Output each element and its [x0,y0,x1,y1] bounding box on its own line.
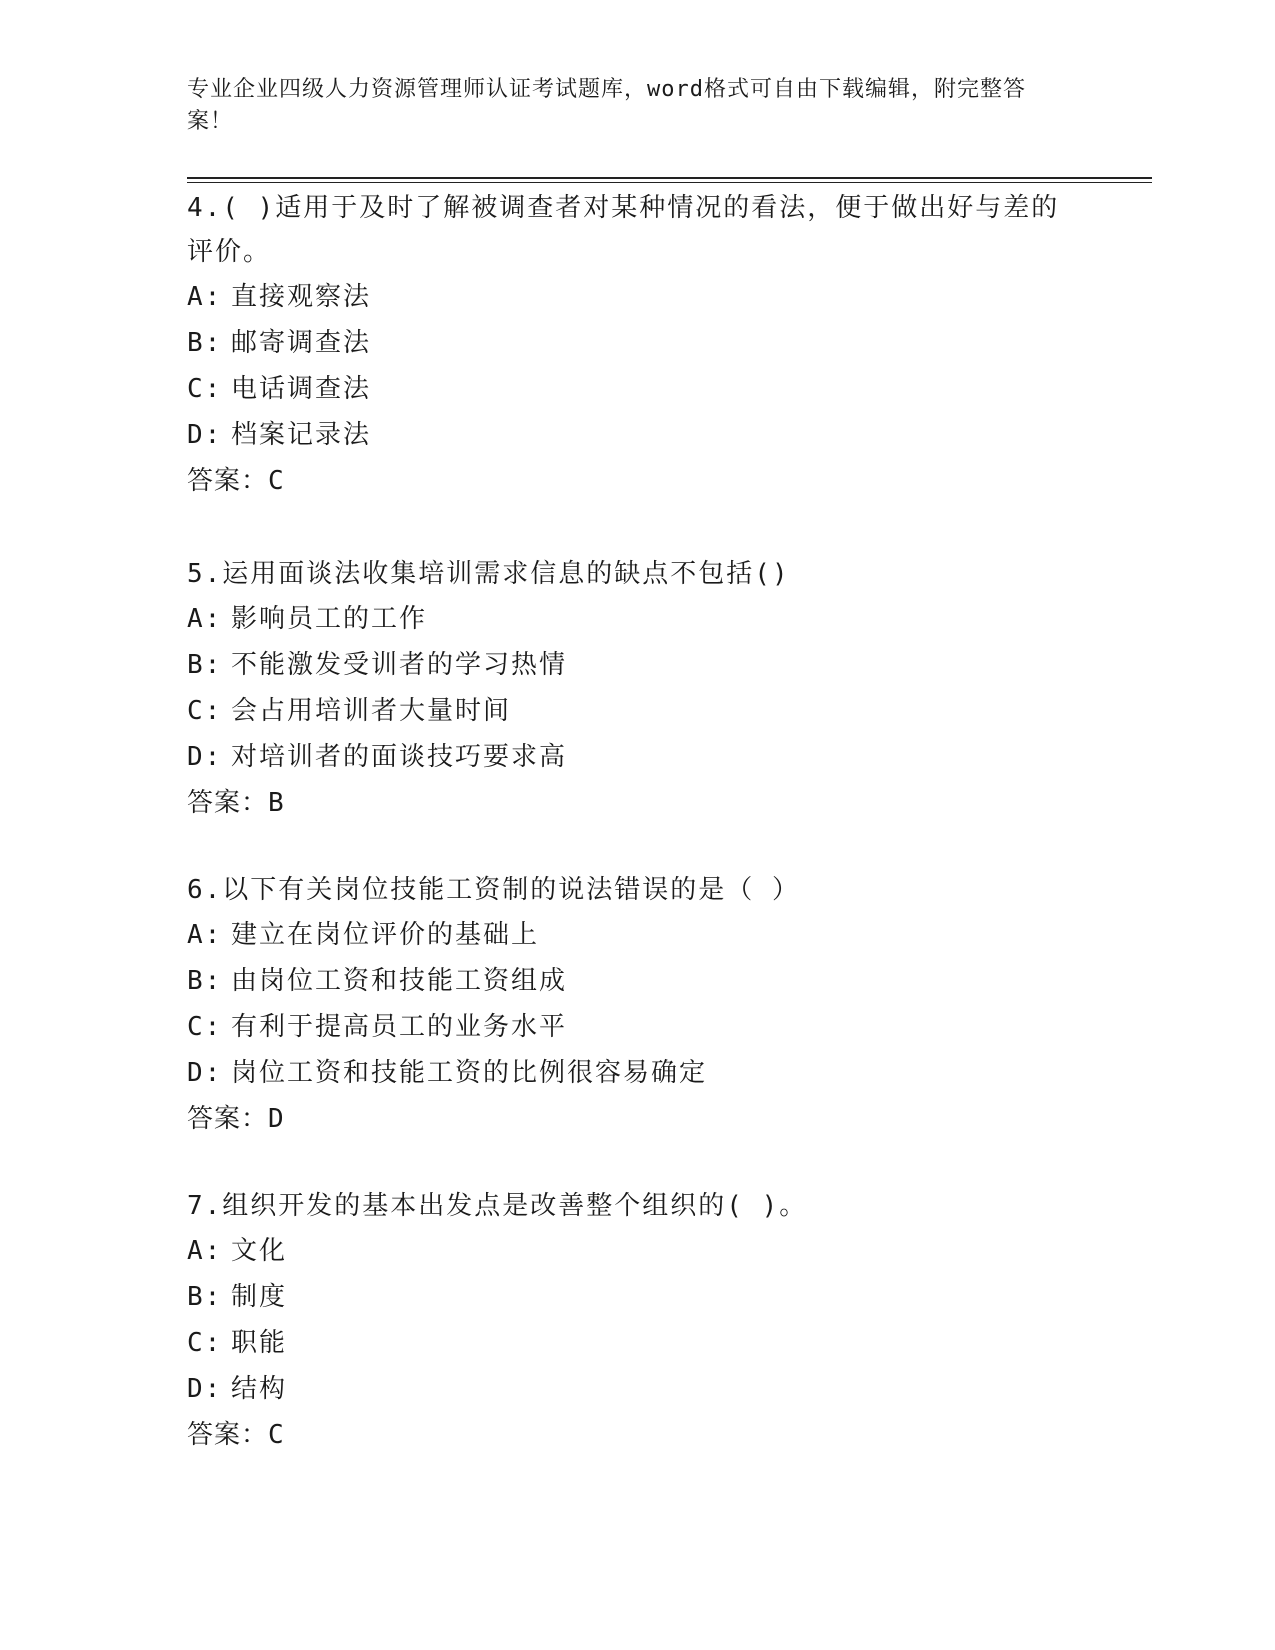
option-letter: C: [187,696,223,726]
option-letter: C: [187,374,223,404]
answer-line: 答案：C [187,466,285,496]
option-text: 不能激发受训者的学习热情 [231,650,568,680]
option-text: 岗位工资和技能工资的比例很容易确定 [231,1058,708,1088]
option-letter: B: [187,650,223,680]
option-letter: A: [187,920,223,950]
question-stem: 6.以下有关岗位技能工资制的说法错误的是（ ） [187,875,800,905]
option-text: 有利于提高员工的业务水平 [231,1012,568,1042]
option-letter: C: [187,1328,223,1358]
option-c [187,1004,1087,1050]
option-text: 文化 [231,1236,288,1266]
option-letter: D: [187,420,223,450]
option-c [187,1320,1087,1366]
option-text: 电话调查法 [231,374,372,404]
option-b [187,958,1087,1004]
option-letter: D: [187,742,223,772]
option-text: 影响员工的工作 [231,604,428,634]
option-d [187,734,1087,780]
option-d [187,412,1087,458]
option-c [187,688,1087,734]
option-d [187,1050,1087,1096]
option-text: 建立在岗位评价的基础上 [231,920,540,950]
header-divider-thick [187,177,1152,179]
question-7 [187,1184,1087,1458]
option-a [187,1228,1087,1274]
answer-line: 答案：D [187,1104,285,1134]
option-text: 制度 [231,1282,288,1312]
option-b [187,320,1087,366]
option-a [187,274,1087,320]
question-6 [187,868,1087,1142]
option-letter: D: [187,1374,223,1404]
option-letter: C: [187,1012,223,1042]
answer-line: 答案：B [187,788,285,818]
option-letter: B: [187,966,223,996]
document-header: 专业企业四级人力资源管理师认证考试题库，word格式可自由下载编辑，附完整答案！ [187,77,1026,134]
option-b [187,642,1087,688]
option-letter: B: [187,1282,223,1312]
option-text: 会占用培训者大量时间 [231,696,512,726]
option-d [187,1366,1087,1412]
answer-line: 答案：C [187,1420,285,1450]
option-letter: D: [187,1058,223,1088]
option-a [187,912,1087,958]
option-letter: A: [187,282,223,312]
option-text: 对培训者的面谈技巧要求高 [231,742,568,772]
option-text: 由岗位工资和技能工资组成 [231,966,568,996]
option-text: 档案记录法 [231,420,372,450]
option-c [187,366,1087,412]
header-divider-thin [187,182,1152,183]
question-stem: 7.组织开发的基本出发点是改善整个组织的( )。 [187,1191,808,1221]
option-text: 结构 [231,1374,288,1404]
option-b [187,1274,1087,1320]
question-4 [187,186,1087,504]
question-stem: 5.运用面谈法收集培训需求信息的缺点不包括() [187,559,790,589]
option-text: 职能 [231,1328,288,1358]
option-text: 邮寄调查法 [231,328,372,358]
option-a [187,596,1087,642]
question-stem: 4.( )适用于及时了解被调查者对某种情况的看法，便于做出好与差的评价。 [187,193,1060,267]
question-5 [187,552,1087,826]
option-letter: A: [187,1236,223,1266]
option-letter: B: [187,328,223,358]
option-text: 直接观察法 [231,282,372,312]
option-letter: A: [187,604,223,634]
